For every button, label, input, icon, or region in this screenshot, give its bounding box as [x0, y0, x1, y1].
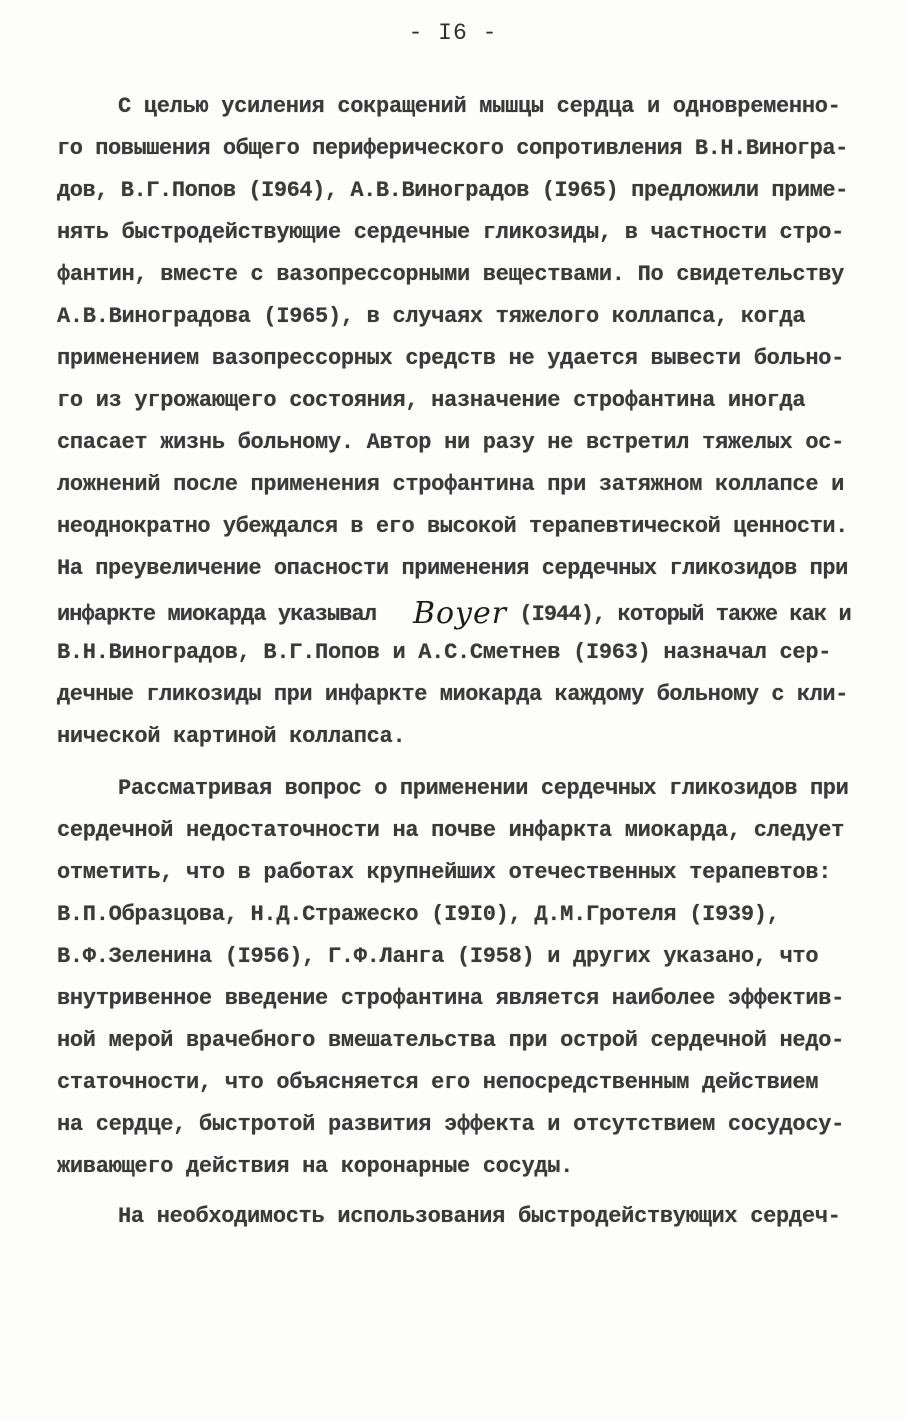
text-line-2: го повышения общего периферического сопротивления В.Н.Виногра- [57, 136, 848, 161]
text-line-20: В.П.Образцова, Н.Д.Стражеско (I9I0), Д.М.Гротеля (I939), [57, 902, 780, 927]
text-line-16: нической картиной коллапса. [57, 724, 406, 749]
handwritten-name: Boyer [412, 596, 508, 631]
text-line-8: го из угрожающего состояния, назначение строфантина иногда [57, 388, 806, 413]
text-line-4: нять быстродействующие сердечные гликозиды, в частности стро- [57, 220, 845, 245]
text-line-1: С целью усиления сокращений мышцы сердца и одновременно- [118, 94, 841, 119]
text-line-22: внутривенное введение строфантина является наиболее эффектив- [57, 986, 845, 1011]
page-number: - I6 - [408, 20, 498, 46]
text-line-19: отметить, что в работах крупнейших отечественных терапевтов: [57, 860, 832, 885]
text-line-12: На преувеличение опасности применения сердечных гликозидов при [57, 556, 848, 581]
text-line-13-end: (I944), который также как и [507, 602, 851, 627]
text-line-18: сердечной недостаточности на почве инфаркта миокарда, следует [57, 818, 845, 843]
text-line-7: применением вазопрессорных средств не удается вывести больно- [57, 346, 845, 371]
text-line-24: статочности, что объясняется его непосредственным действием [57, 1070, 819, 1095]
text-line-26: живающего действия на коронарные сосуды. [57, 1154, 574, 1179]
text-line-10: ложнений после применения строфантина при затяжном коллапсе и [57, 472, 845, 497]
text-line-17: Рассматривая вопрос о применении сердечных гликозидов при [118, 776, 849, 801]
text-line-13 [57, 596, 851, 630]
text-line-23: ной мерой врачебного вмешательства при острой сердечной недо- [57, 1028, 845, 1053]
text-line-9: спасает жизнь больному. Автор ни разу не встретил тяжелых ос- [57, 430, 845, 455]
text-line-3: дов, В.Г.Попов (I964), А.В.Виноградов (I965) предложили приме- [57, 178, 848, 203]
text-line-5: фантин, вместе с вазопрессорными веществами. По свидетельству [57, 262, 845, 287]
text-line-21: В.Ф.Зеленина (I956), Г.Ф.Ланга (I958) и других указано, что [57, 944, 819, 969]
text-line-27: На необходимость использования быстродействующих сердеч- [118, 1204, 841, 1229]
text-line-14: В.Н.Виноградов, В.Г.Попов и А.С.Сметнев (I963) назначал сер- [57, 640, 832, 665]
text-line-25: на сердце, быстротой развития эффекта и отсутствием сосудосу- [57, 1112, 845, 1137]
text-line-6: А.В.Виноградова (I965), в случаях тяжелого коллапса, когда [57, 304, 806, 329]
text-line-13-start: инфаркте миокарда указывал [57, 602, 377, 627]
text-line-11: неоднократно убеждался в его высокой терапевтической ценности. [57, 514, 848, 539]
text-line-15: дечные гликозиды при инфаркте миокарда каждому больному с кли- [57, 682, 848, 707]
